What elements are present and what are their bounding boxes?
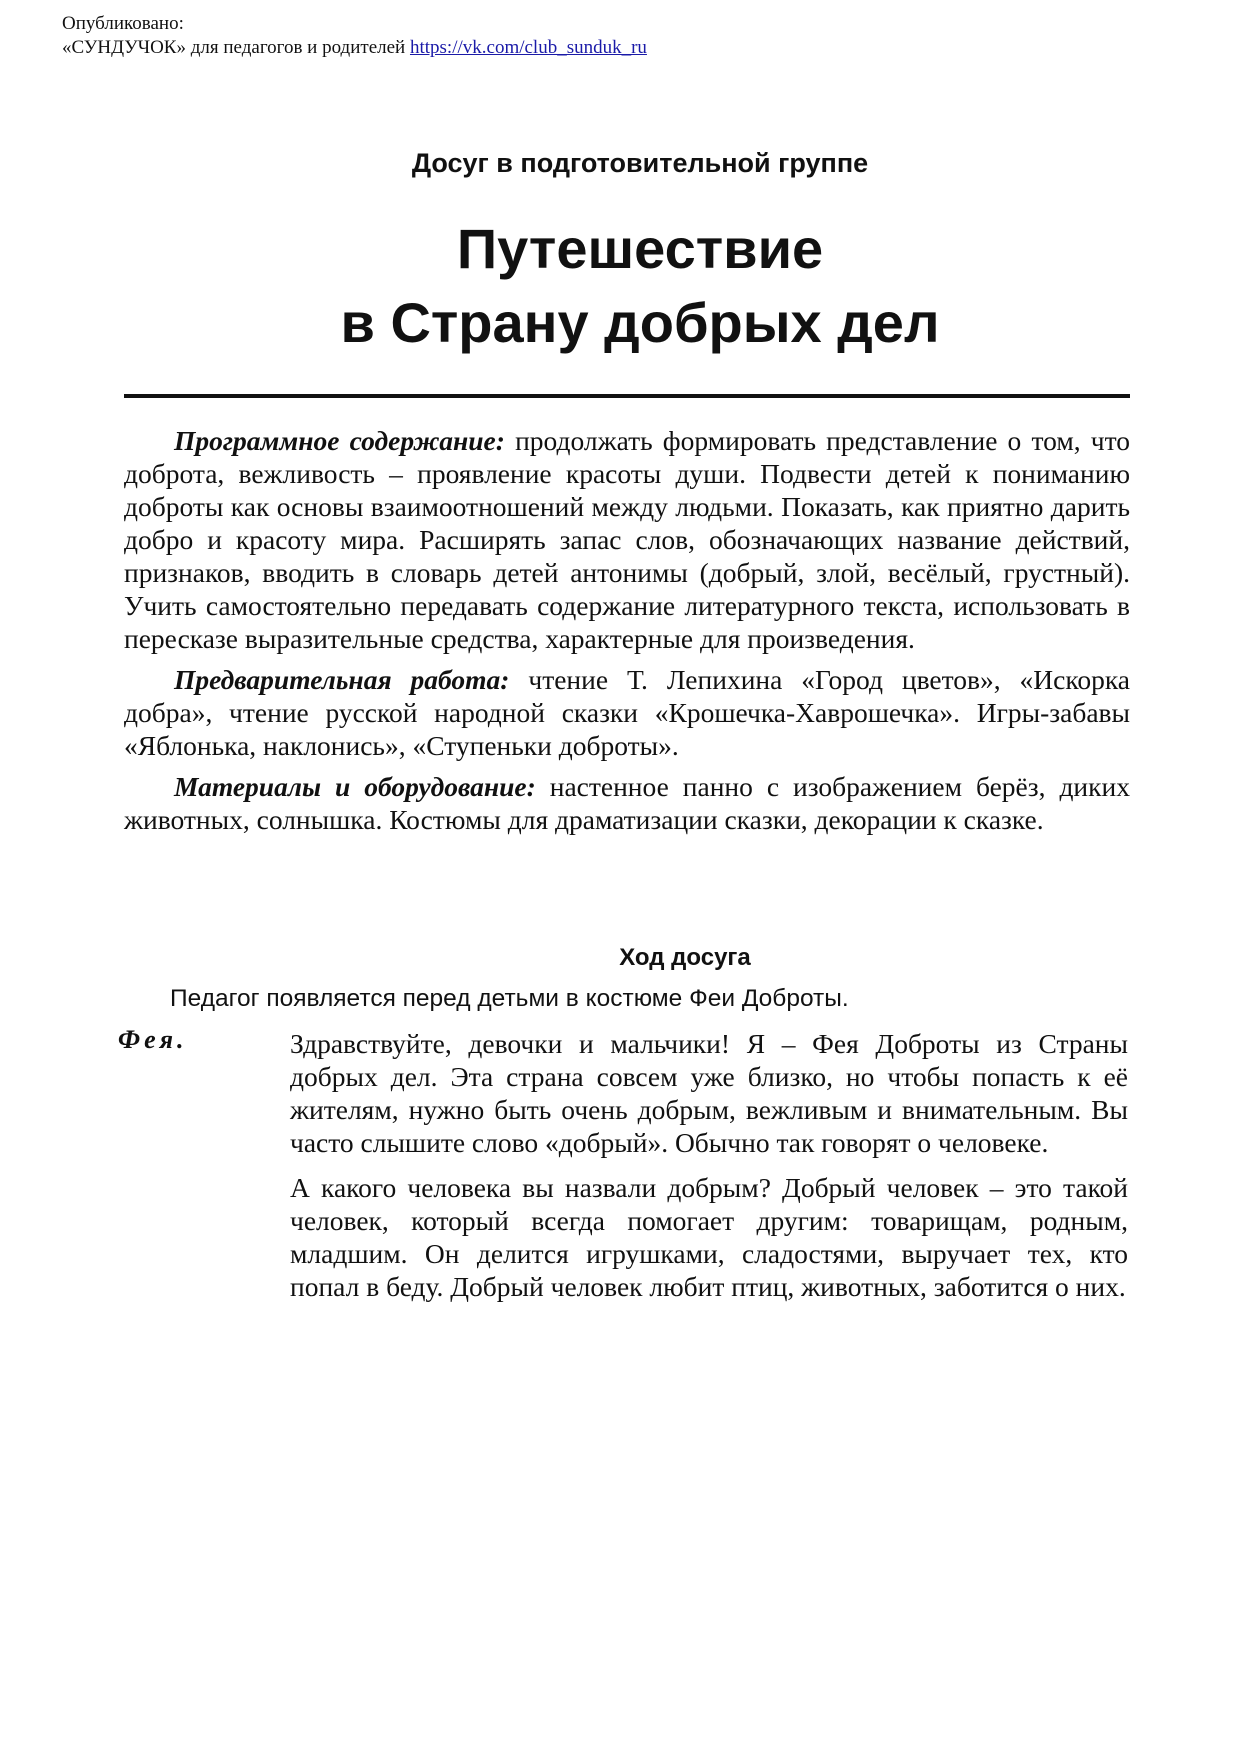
speaker-lines: [290, 1027, 1128, 1315]
title-divider: [124, 394, 1130, 398]
program-label: Программное содержание:: [174, 425, 505, 456]
publication-note: [62, 12, 647, 60]
materials-label: Материалы и оборудование:: [174, 771, 536, 802]
section-heading: Ход досуга: [619, 944, 751, 971]
prelim-label: Предварительная работа:: [174, 664, 510, 695]
lesson-meta: [124, 424, 1130, 844]
event-subtitle: Досуг в подготовительной группе: [411, 148, 869, 178]
publication-source: [62, 36, 647, 60]
stage-direction: Педагог появляется перед детьми в костюме Феи Доброты.: [170, 985, 849, 1012]
publication-source-text: «СУНДУЧОК» для педагогов и родителей: [62, 37, 410, 58]
speech-paragraph-1: Здравствуйте, девочки и мальчики! Я – Фея Доброты из Страны добрых дел. Эта страна совсем уже близко, но чтобы попасть к её жителям, нужно быть очень добрым, вежливым и внимательным. Вы часто слышите слово «добрый». Обычно так говорят о человеке.: [290, 1028, 1128, 1158]
page-title: [0, 212, 1240, 360]
materials-text: настенное панно с изображением берёз, диких животных, солнышка. Костюмы для драматизации сказки, декорации к сказке.: [124, 771, 1130, 835]
program-paragraph: [124, 424, 1130, 655]
speech-paragraph-2: А какого человека вы назвали добрым? Добрый человек – это такой человек, который всегда помогает другим: товарищам, родным, младшим. Он делится игрушками, сладостями, выручает тех, кто попал в беду. Добрый человек любит птиц, животных, заботится о них.: [290, 1172, 1128, 1302]
prelim-paragraph: [124, 663, 1130, 762]
prelim-text: чтение Т. Лепихина «Город цветов», «Искорка добра», чтение русской народной сказки «Крошечка-Хаврошечка». Игры-забавы «Яблонька, наклонись», «Ступеньки доброты».: [124, 664, 1130, 761]
speaker-name: Фея.: [118, 1025, 188, 1054]
vk-link[interactable]: https://vk.com/club_sunduk_ru: [409, 37, 647, 58]
publication-label: Опубликовано:: [62, 13, 184, 34]
materials-paragraph: [124, 770, 1130, 836]
title-line-1: Путешествие: [456, 217, 824, 280]
program-text: продолжать формировать представление о том, что доброта, вежливость – проявление красоты души. Подвести детей к пониманию доброты как основы взаимоотношений между людьми. Показать, как приятно дарить добро и красоту мира. Расширять запас слов, обозначающих название действий, признаков, вводить в словарь детей антонимы (добрый, злой, весёлый, грустный). Учить самостоятельно передавать содержание литературного текста, использовать в пересказе выразительные средства, характерные для произведения.: [124, 425, 1130, 654]
title-line-2: в Страну добрых дел: [340, 291, 940, 354]
